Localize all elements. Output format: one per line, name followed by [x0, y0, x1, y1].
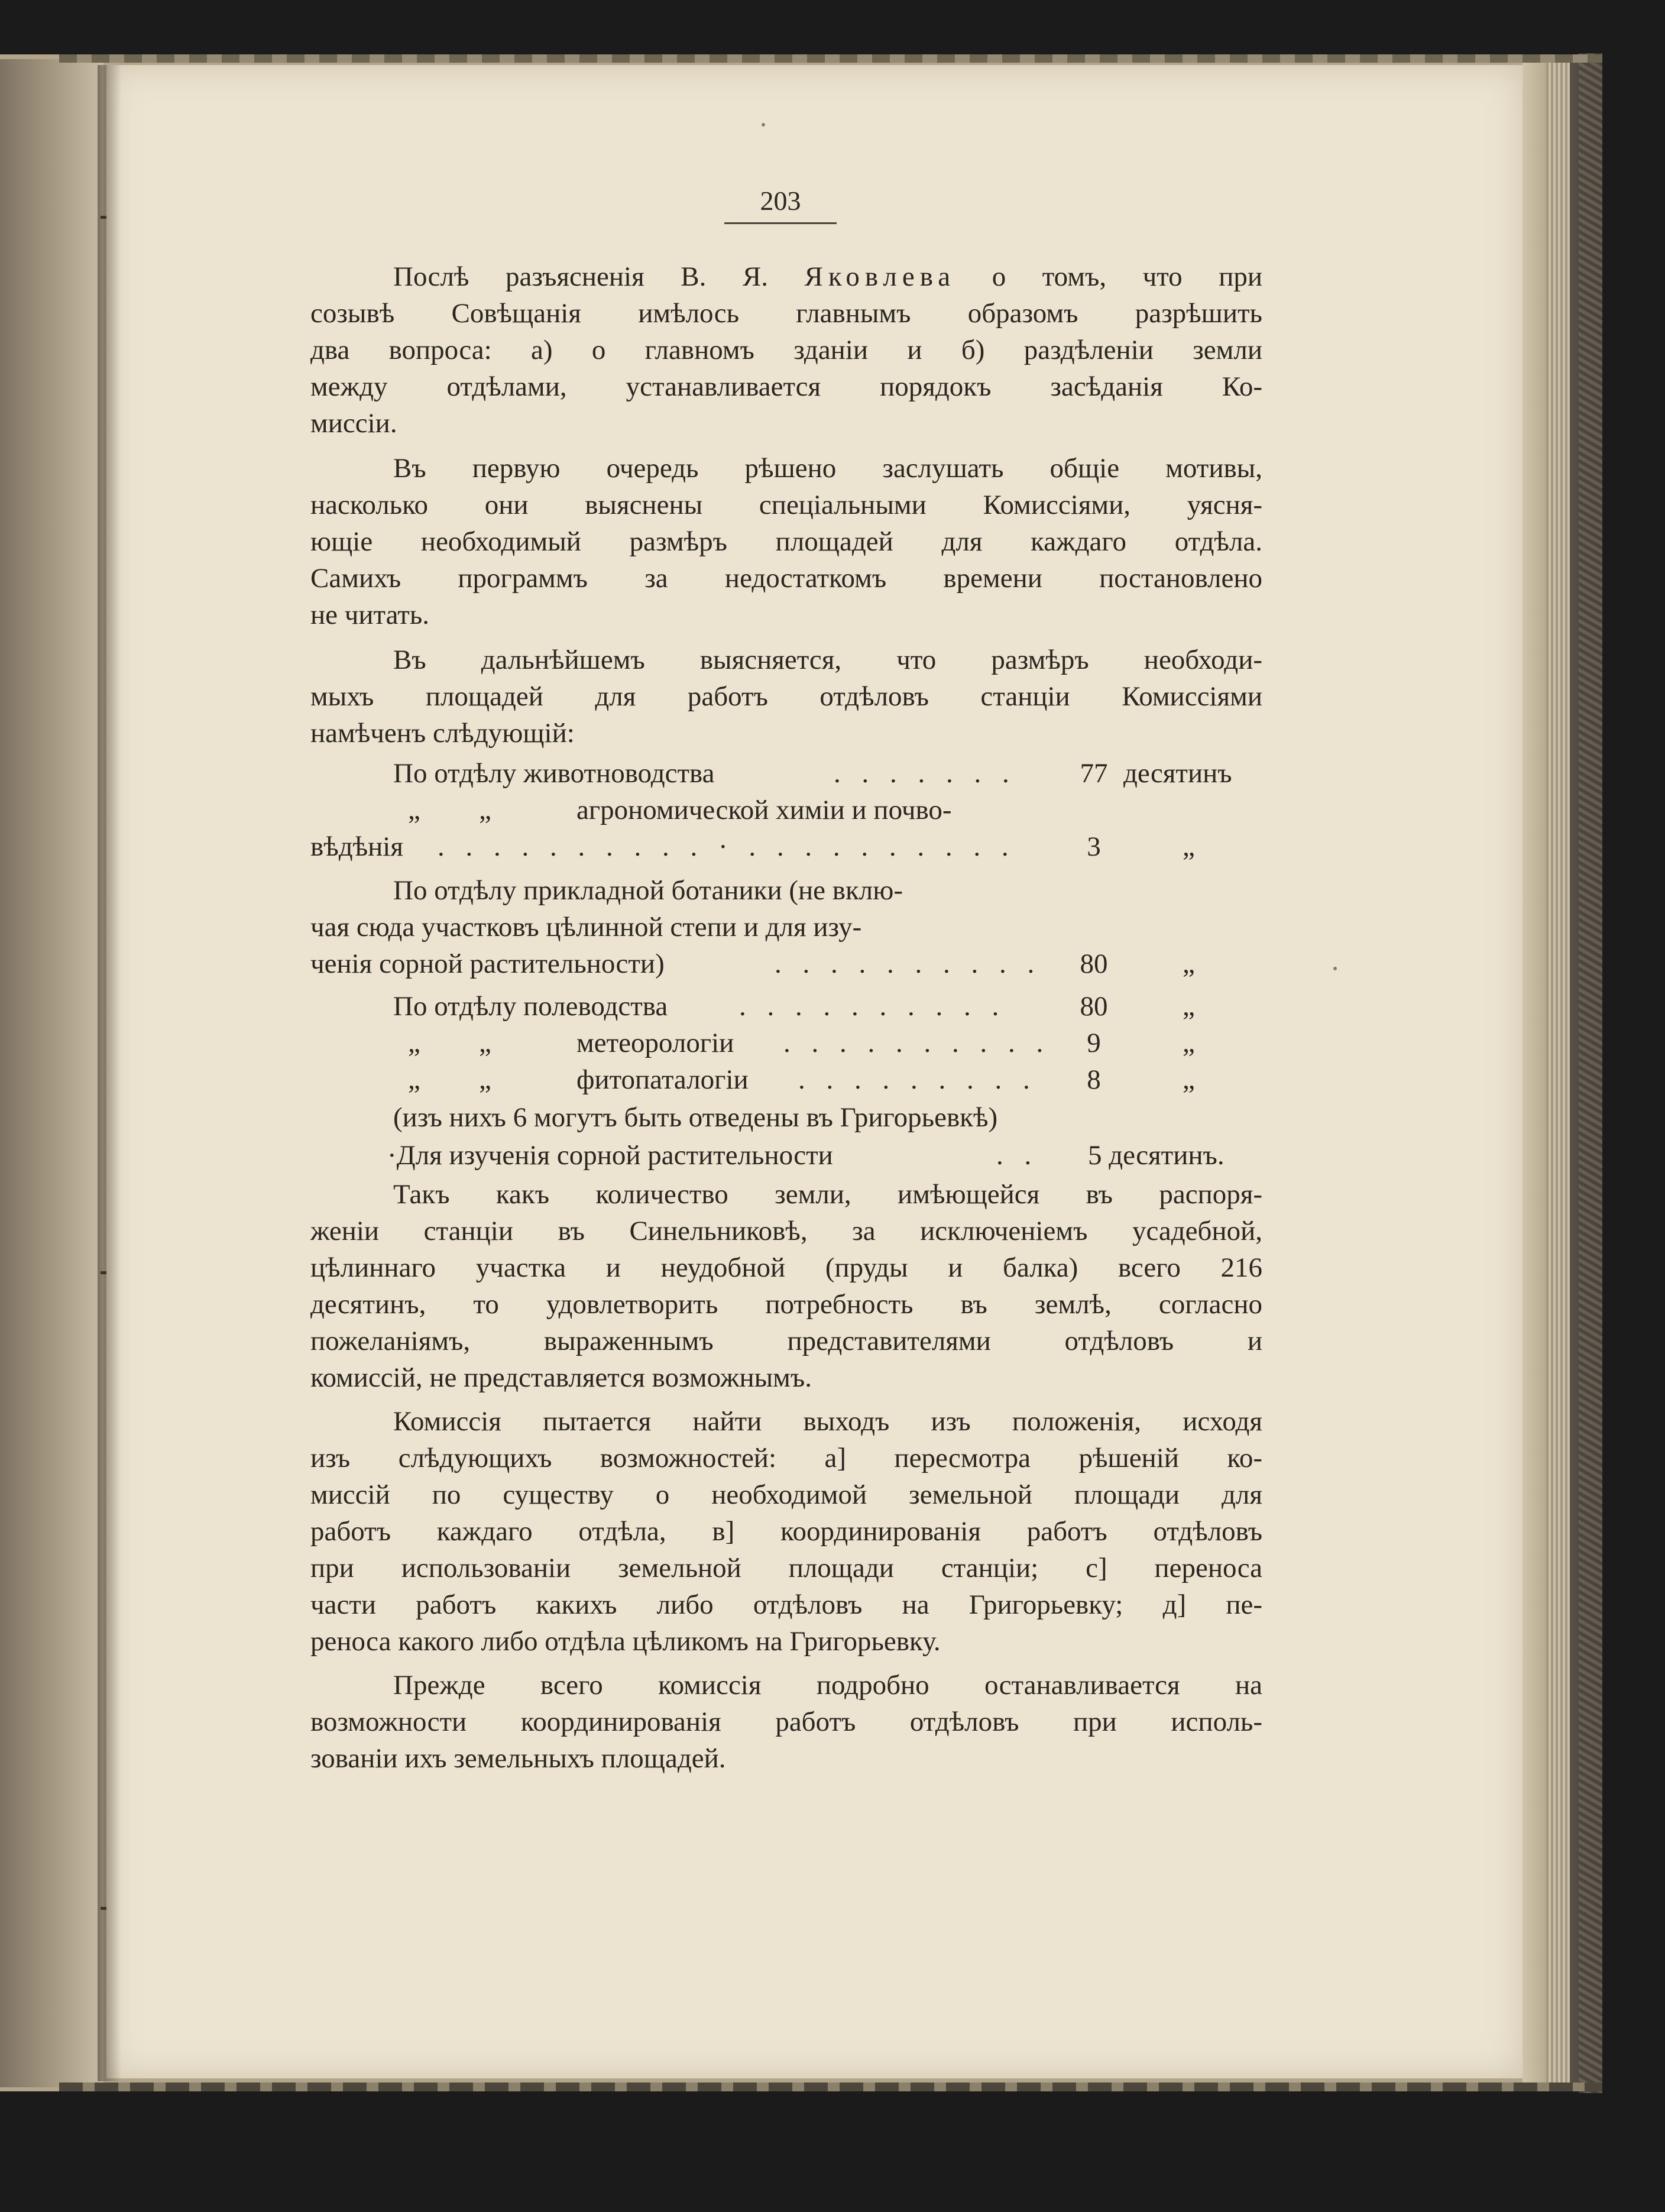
- paragraph-line: при использованіи земельной площади станціи; с] переноса: [310, 1553, 1262, 1583]
- list-item: По отдѣлу животноводства . . . . . . . 77 десятинъ: [393, 758, 1232, 789]
- left-page-edge: [0, 59, 103, 2087]
- paragraph-line: намѣченъ слѣдующій:: [310, 718, 575, 749]
- page-stack-edge: [1523, 59, 1546, 2087]
- paragraph-line: два вопроса: а) о главномъ зданіи и б) раздѣленіи земли: [310, 335, 1262, 365]
- list-item: ченія сорной растительности) . . . . . . . . . . 80 „: [310, 948, 1195, 979]
- paragraph-line: миссіи.: [310, 408, 397, 439]
- header-rule: [724, 222, 837, 224]
- marbled-cover: [1579, 53, 1602, 2093]
- paragraph-line: ющіе необходимый размѣръ площадей для каждаго отдѣла.: [310, 526, 1262, 557]
- paragraph-line: реноса какого либо отдѣла цѣликомъ на Григорьевку.: [310, 1626, 941, 1657]
- paragraph-line: пожеланіямъ, выраженнымъ представителями отдѣловъ и: [310, 1326, 1262, 1356]
- paragraph-line: насколько они выяснены спеціальными Комиссіями, уясня-: [310, 490, 1262, 520]
- list-item: По отдѣлу прикладной ботаники (не вклю-: [393, 875, 903, 906]
- paragraph-line: десятинъ, то удовлетворить потребность въ землѣ, согласно: [310, 1289, 1262, 1320]
- paragraph-line: работъ каждаго отдѣла, в] координированія работъ отдѣловъ: [310, 1516, 1262, 1547]
- paper-speck: [1333, 967, 1337, 970]
- paragraph-line: Такъ какъ количество земли, имѣющейся въ распоря-: [393, 1179, 1262, 1210]
- paper-speck: [762, 123, 765, 127]
- paragraph-line: возможности координированія работъ отдѣловъ при исполь-: [310, 1706, 1262, 1737]
- paragraph-line: женіи станціи въ Синельниковѣ, за исключеніемъ усадебной,: [310, 1216, 1262, 1246]
- list-item: „ „ агрономической химіи и почво-: [408, 795, 952, 825]
- paragraph-line: зованіи ихъ земельныхъ площадей.: [310, 1743, 726, 1774]
- paragraph-line: Въ первую очередь рѣшено заслушать общіе мотивы,: [393, 453, 1262, 484]
- list-item: „ „ фитопаталогіи . . . . . . . . . 8 „: [408, 1064, 1195, 1095]
- paragraph-line: Самихъ программъ за недостаткомъ времени постановлено: [310, 563, 1262, 594]
- gutter-shadow: [98, 65, 121, 2081]
- paragraph-line: комиссій, не представляется возможнымъ.: [310, 1362, 812, 1393]
- paragraph-line: цѣлиннаго участка и неудобной (пруды и балка) всего 216: [310, 1252, 1262, 1283]
- paragraph-line: не читать.: [310, 600, 430, 630]
- list-item: ·Для изученія сорной растительности . . 5 десятинъ.: [387, 1140, 1225, 1171]
- list-item: „ „ метеорологіи . . . . . . . . . . 9 „: [408, 1028, 1195, 1058]
- list-item: чая сюда участковъ цѣлинной степи и для изу-: [310, 912, 862, 943]
- paragraph-line: между отдѣлами, устанавливается порядокъ засѣданія Ко-: [310, 371, 1262, 402]
- paragraph-line: Послѣ разъясненія В. Я. Яковлева о томъ, что при: [393, 261, 1263, 292]
- paragraph-line: мыхъ площадей для работъ отдѣловъ станціи Комиссіями: [310, 681, 1262, 712]
- paragraph-line: изъ слѣдующихъ возможностей: а] пересмотра рѣшеній ко-: [310, 1443, 1262, 1473]
- list-item: По отдѣлу полеводства . . . . . . . . . . 80 „: [393, 991, 1195, 1022]
- paragraph-line: миссій по существу о необходимой земельной площади для: [310, 1479, 1262, 1510]
- spaced-name: Яковлева: [804, 261, 956, 292]
- paragraph-line: части работъ какихъ либо отдѣловъ на Григорьевку; д] пе-: [310, 1589, 1262, 1620]
- page-number: 203: [760, 186, 801, 216]
- top-edge: [59, 54, 1602, 63]
- paragraph-line: созывѣ Совѣщанія имѣлось главнымъ образомъ разрѣшить: [310, 298, 1262, 329]
- list-item: вѣдѣнія . . . . . . . . . . · . . . . . . . . . . 3 „: [310, 831, 1195, 862]
- bottom-edge: [59, 2083, 1602, 2091]
- list-note: (изъ нихъ 6 могутъ быть отведены въ Григорьевкѣ): [393, 1102, 998, 1133]
- paragraph-line: Прежде всего комиссія подробно останавливается на: [393, 1670, 1262, 1701]
- page-stack-edge: [1546, 59, 1570, 2087]
- paragraph-line: Въ дальнѣйшемъ выясняется, что размѣръ необходи-: [393, 645, 1262, 675]
- paragraph-line: Комиссія пытается найти выходъ изъ положенія, исходя: [393, 1406, 1262, 1437]
